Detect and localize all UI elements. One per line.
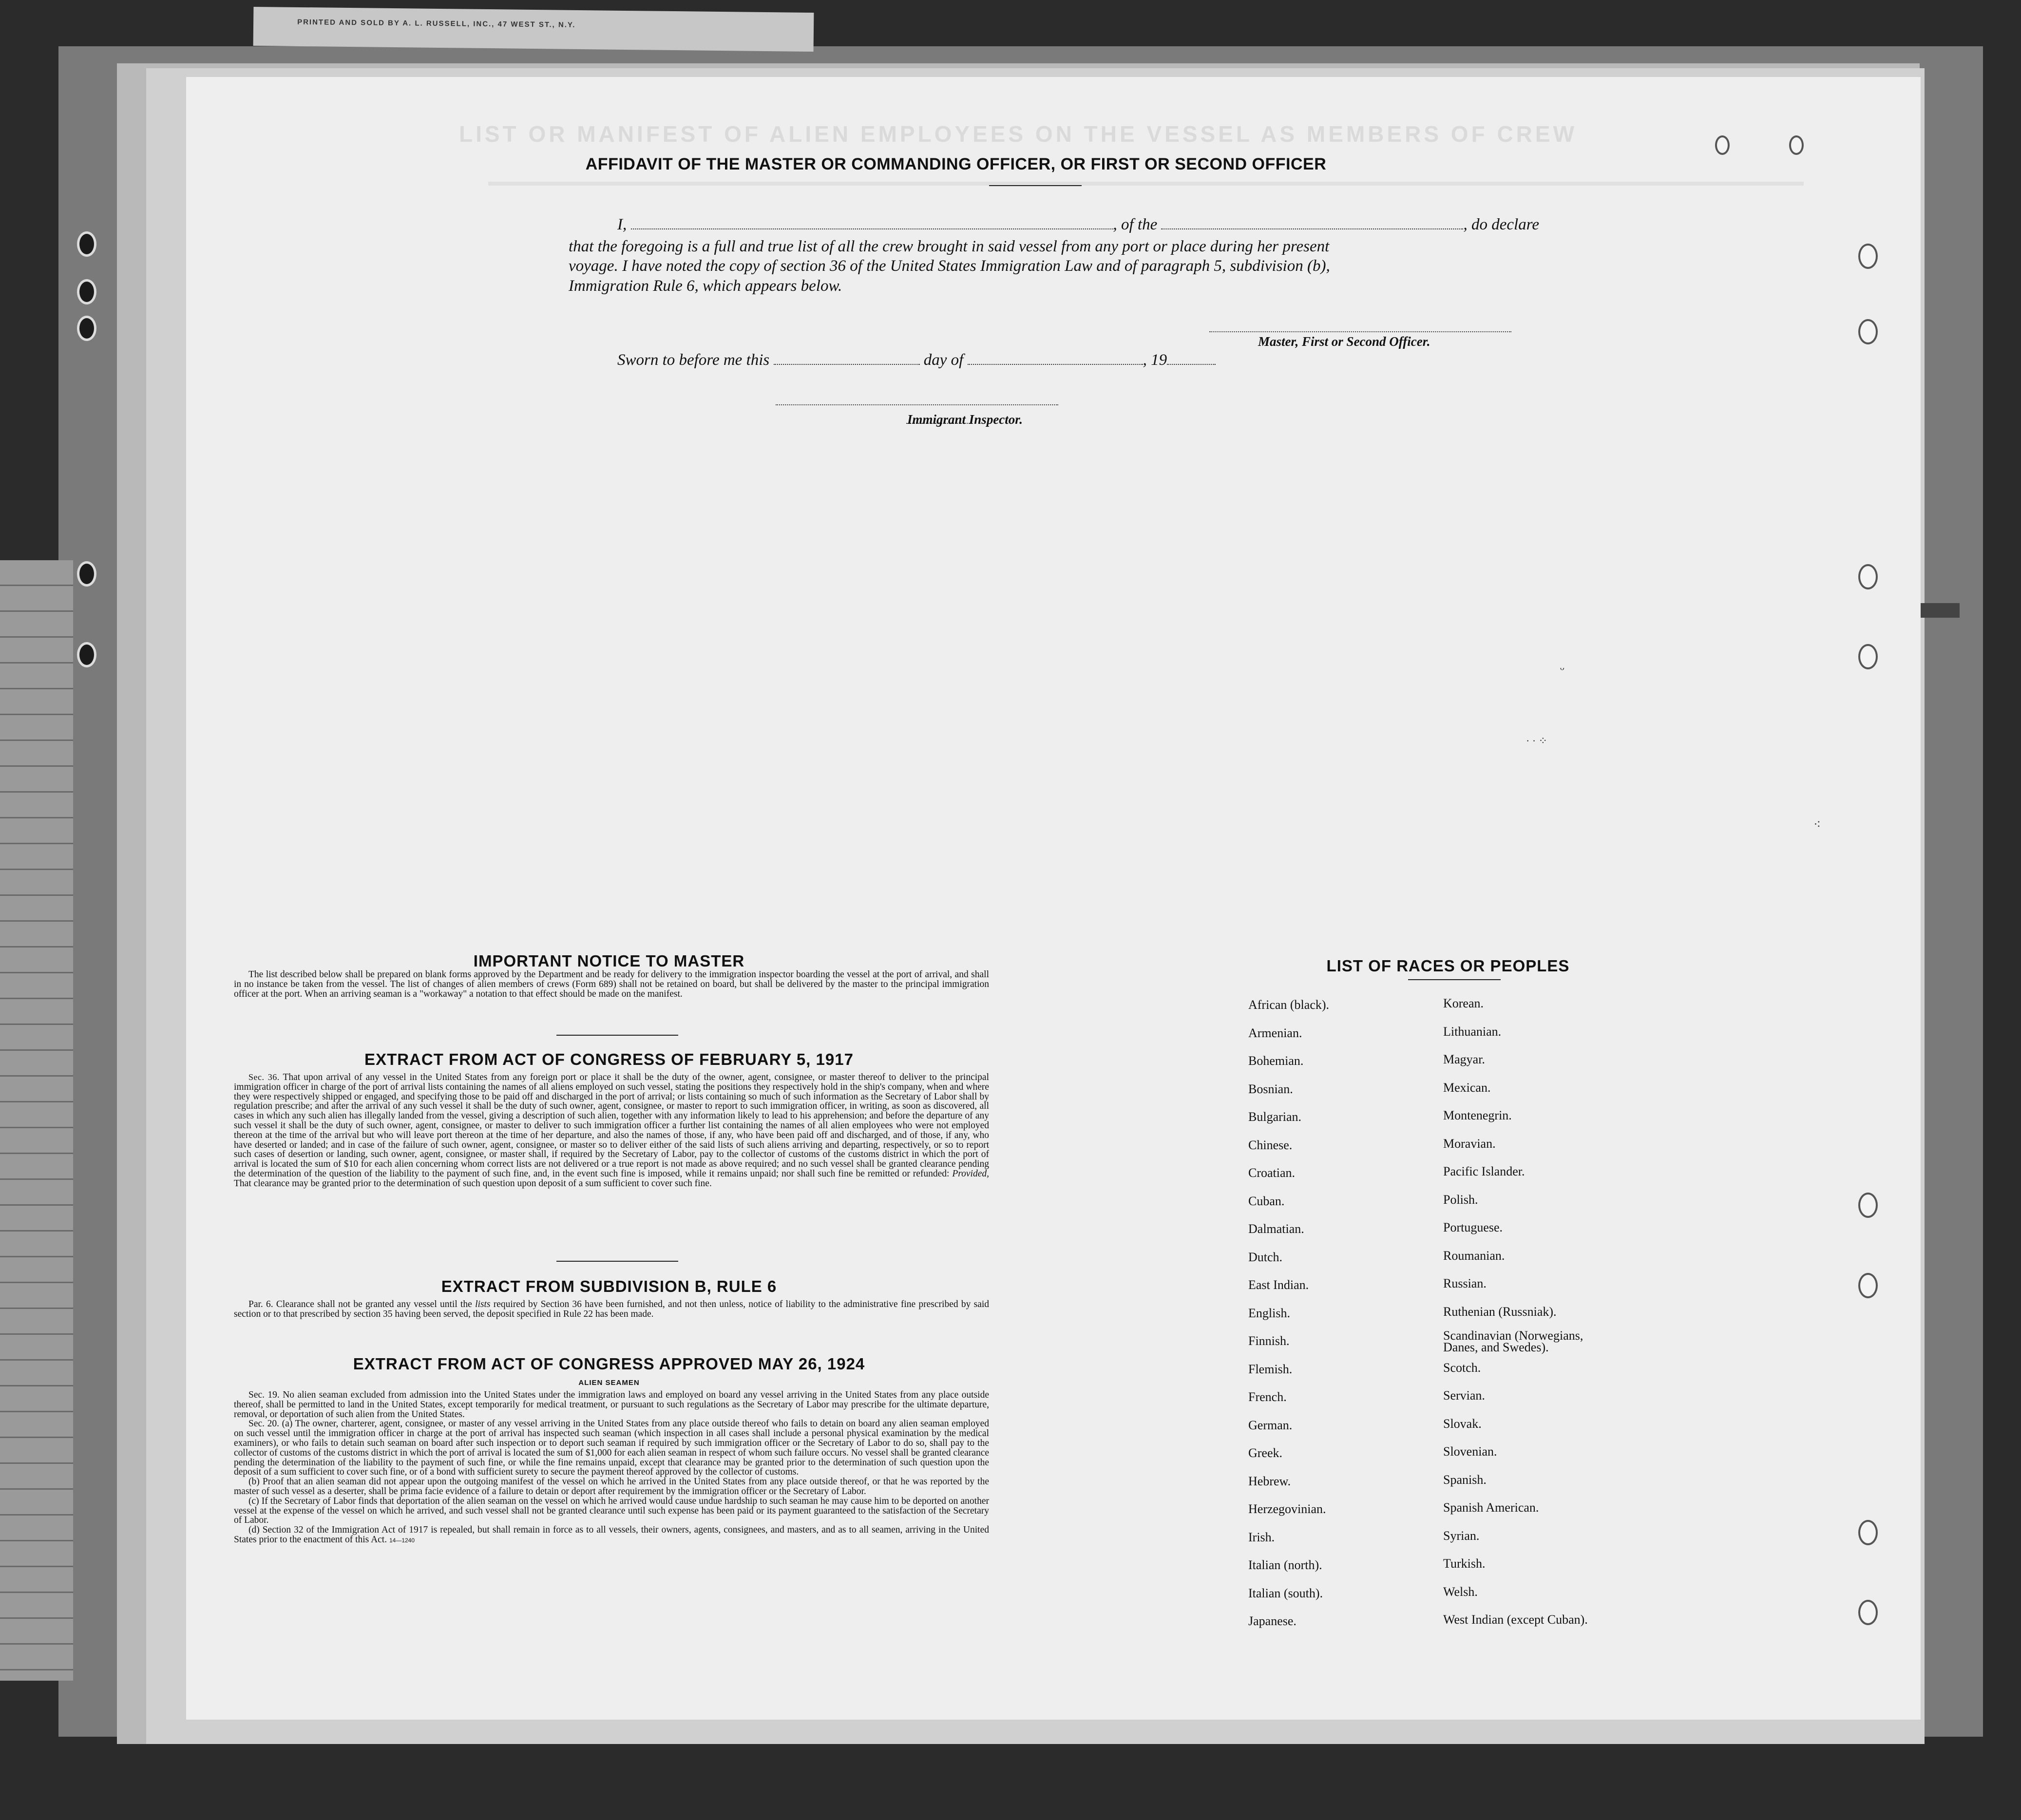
binder-hole-icon: [77, 316, 96, 341]
divider: [1408, 979, 1501, 980]
divider: [556, 1035, 678, 1036]
form-page: [186, 77, 1921, 1720]
section-20d-text: (d) Section 32 of the Immigration Act of 1917 is repealed, but shall remain in force as to all vessels, their owners, agents, consignees, and masters, and as to all seamen, arriving in the United States prior to the enactment of this Act.: [234, 1525, 989, 1545]
section-36-text: That upon arrival of any vessel in the United States from any foreign port or place it shall be the duty of the owner, agent, consignee, or master thereof to deliver to the principal immigration officer in charge of the port of arrival lists containing the names of all aliens employed on such vessel, stating the positions they respectively hold in the ship's company, when and where they were respectively shipped or engaged, and specifying those to be paid off and discharged in the port of arrival; or lists containing so much of such information as the Secretary of Labor shall by regulation prescribe; and after the arrival of any such vessel it shall be the duty of such owner, agent, consignee, or master to report to such immigration officer, in writing, as soon as discovered, all cases in which any such alien has illegally landed from the vessel, giving a description of such alien, together with any information likely to lead to his apprehension; and before the departure of any such vessel it shall be the duty of such owner, agent, consignee, or master to deliver to such immigration officer a further list containing the names of all alien employees who were not employed thereon at the time of the arrival but who will leave port thereon at the time of her departure, and also the names of those, if any, who have been paid off and discharged, and of those, if any, who have deserted or landed; and in case of the failure of such owner, agent, consignee, or master so to deliver either of the said lists of such aliens arriving and departing, respectively, or so to report such cases of desertion or landing, such owner, agent, consignee, or master shall, if required by the Secretary of Labor, pay to the collector of customs of the customs district in which the port of arrival is located the sum of $10 for each alien concerning whom correct lists are not delivered or a true report is not made as above required; and no such vessel shall be granted clearance pending the determination of the question of the liability to the payment of such fine, and, in the event such fine is imposed, while it remains unpaid; nor shall such fine be remitted or refunded:: [234, 1072, 989, 1179]
race-entry: Polish.: [1443, 1192, 1478, 1207]
race-entry: Japanese.: [1248, 1614, 1296, 1628]
section-20c-paragraph: (c) If the Secretary of Labor finds that deportation of the alien seaman on the vessel on which he arrived would cause undue hardship to such seaman he may cause him to be deported on another vessel at the expense of the vessel on which he arrived, and such vessel shall not be granted clearance until such expense has been paid or its payment guaranteed to the satisfaction of the Secretary of Labor.: [234, 1496, 989, 1526]
races-list: [1248, 998, 1687, 1642]
punch-hole-icon: [1858, 1273, 1878, 1298]
punch-hole-icon: [1858, 564, 1878, 589]
rule6-text-b: required by Section 36 have been furnished, and not then unless, notice of liability to the administrative fine prescribed by said section or to that prescribed by section 35 having been served, the deposit specified in Rule 22 has been made.: [234, 1299, 990, 1319]
race-entry: Servian.: [1443, 1388, 1485, 1403]
race-entry: Russian.: [1443, 1276, 1487, 1290]
proviso-label: Provided,: [952, 1168, 989, 1179]
race-entry: Scandinavian (Norwegians, Danes, and Swedes).: [1443, 1328, 1583, 1354]
punch-hole-icon: [1858, 244, 1878, 269]
race-entry: Spanish.: [1443, 1472, 1487, 1487]
ghost-line: [488, 182, 1804, 186]
race-entry: Mexican.: [1443, 1080, 1491, 1095]
race-entry: Spanish American.: [1443, 1500, 1539, 1515]
punch-hole-icon: [1858, 644, 1878, 669]
race-entry: Ruthenian (Russniak).: [1443, 1304, 1557, 1319]
race-row: [1248, 1054, 1687, 1082]
punch-hole-icon: [1858, 1193, 1878, 1218]
race-entry: Flemish.: [1248, 1362, 1293, 1376]
race-entry: Scotch.: [1443, 1360, 1481, 1375]
race-entry: Roumanian.: [1443, 1248, 1505, 1263]
race-entry: Magyar.: [1443, 1052, 1485, 1066]
race-row: [1248, 1026, 1687, 1054]
sworn-year-prefix: , 19: [1143, 351, 1167, 369]
race-entry: Montenegrin.: [1443, 1108, 1512, 1122]
race-entry: African (black).: [1248, 998, 1330, 1012]
sworn-day-of: day of: [923, 351, 964, 369]
race-row: [1248, 998, 1687, 1026]
section-36-label: Sec. 36.: [248, 1072, 280, 1082]
race-entry: French.: [1248, 1390, 1287, 1404]
race-entry: Dalmatian.: [1248, 1222, 1304, 1236]
sworn-month-blank[interactable]: [968, 352, 1143, 365]
race-row: [1248, 1390, 1687, 1418]
printer-imprint: PRINTED AND SOLD BY A. L. RUSSELL, INC., 47 WEST ST., N.Y.: [297, 18, 576, 29]
sworn-text: Sworn to before me this: [617, 351, 770, 369]
speck-mark: ⁖: [1813, 817, 1821, 832]
race-row: [1248, 1194, 1687, 1222]
notice-title: IMPORTANT NOTICE TO MASTER: [473, 952, 745, 970]
extract-rule6-title: EXTRACT FROM SUBDIVISION B, RULE 6: [441, 1277, 777, 1295]
form-number: 14—1240: [389, 1536, 415, 1544]
race-entry: Italian (north).: [1248, 1558, 1322, 1572]
printer-imprint-strip: [253, 7, 814, 52]
race-entry: Turkish.: [1443, 1556, 1486, 1571]
race-row: [1248, 1614, 1687, 1642]
speck-mark: ᵕ: [1560, 662, 1564, 678]
race-row: [1248, 1138, 1687, 1166]
sworn-year-blank[interactable]: [1167, 352, 1216, 365]
ghost-title: LIST OR MANIFEST OF ALIEN EMPLOYEES ON THE VESSEL AS MEMBERS OF CREW: [459, 121, 1577, 147]
divider: [556, 1261, 678, 1262]
races-title: LIST OF RACES OR PEOPLES: [1326, 957, 1570, 975]
race-entry: Lithuanian.: [1443, 1024, 1502, 1039]
inspector-label: Immigrant Inspector.: [907, 412, 1023, 427]
race-row: [1248, 1362, 1687, 1390]
race-entry: Dutch.: [1248, 1250, 1283, 1264]
race-entry: Slovenian.: [1443, 1444, 1497, 1459]
decl-i: I,: [617, 216, 627, 233]
binder-hole-icon: [77, 279, 96, 304]
affidavit-title: AFFIDAVIT OF THE MASTER OR COMMANDING OFFICER, OR FIRST OR SECOND OFFICER: [585, 155, 1327, 173]
section-20d-paragraph: [234, 1525, 989, 1546]
sworn-day-blank[interactable]: [774, 352, 920, 365]
race-entry: Bosnian.: [1248, 1081, 1293, 1096]
extract-rule6-body: [234, 1300, 989, 1319]
binder-hole-icon: [77, 561, 96, 587]
alien-seamen-subtitle: ALIEN SEAMEN: [578, 1379, 640, 1387]
race-row: [1248, 1530, 1687, 1558]
rule6-lists: lists: [475, 1299, 491, 1309]
rule6-text-a: Par. 6. Clearance shall not be granted any vessel until the: [248, 1299, 472, 1309]
section-20a-paragraph: Sec. 20. (a) The owner, charterer, agent, consignee, or master of any vessel arriving in the United States from any place outside thereof who fails to detain on board any alien seaman employed on such vessel until the immigration officer in charge at the port of arrival has inspected such seaman (which inspection in all cases shall include a personal physical examination by the medical examiners), or who fails to detain such seaman on board after such inspection or to deport such seaman if required by such immigration officer or the Secretary of Labor to do so, shall pay to the collector of customs of the customs district in which the port of arrival is located the sum of $1,000 for each alien seaman in respect of whom such failure occurs. No vessel shall be granted clearance pending the determination of the liability to the payment of such fine, or while the fine remains unpaid, except that clearance may be granted prior to the determination of such question upon the deposit of a sum sufficient to cover such fine, or of a bond with sufficient surety to secure the payment thereof approved by the collector of customs.: [234, 1419, 989, 1478]
binder-hole-icon: [77, 231, 96, 257]
extract-1917-title: EXTRACT FROM ACT OF CONGRESS OF FEBRUARY 5, 1917: [364, 1050, 854, 1068]
divider: [989, 185, 1082, 186]
race-row: [1248, 1278, 1687, 1306]
race-entry: Korean.: [1443, 996, 1484, 1010]
notice-paragraph: The list described below shall be prepared on blank forms approved by the Department and be ready for delivery to the immigration inspector boarding the vessel at the port of arrival, and shall in no instance be taken from the vessel. The list of changes of alien members of crews (Form 689) shall not be retained on board, but shall be delivered by the master to the principal immigration officer at the port. When an arriving seaman is a "workaway" a notation to that effect should be made on the manifest.: [234, 969, 989, 999]
punch-hole-icon: [1858, 1600, 1878, 1625]
declaration-line-3: voyage. I have noted the copy of section 36 of the United States Immigration Law and of paragraph 5, subdivision (b),: [569, 257, 1330, 275]
race-entry: Herzegovinian.: [1248, 1502, 1326, 1516]
race-row: [1248, 1110, 1687, 1138]
race-entry: Croatian.: [1248, 1166, 1296, 1180]
race-row: [1248, 1328, 1687, 1362]
master-signature-label: Master, First or Second Officer.: [1258, 334, 1430, 349]
decl-do-declare: , do declare: [1463, 216, 1539, 233]
race-row: [1248, 1166, 1687, 1194]
punch-hole-icon: [1858, 319, 1878, 344]
binder-hole-icon: [77, 642, 96, 667]
race-entry: English.: [1248, 1306, 1290, 1320]
declaration-line-1: [617, 214, 1539, 235]
race-entry: Greek.: [1248, 1446, 1283, 1460]
race-row: [1248, 1502, 1687, 1530]
race-row: [1248, 1250, 1687, 1278]
race-entry: Welsh.: [1443, 1584, 1478, 1599]
race-row: [1248, 1474, 1687, 1502]
punch-hole-icon: [1715, 135, 1730, 155]
race-entry: Chinese.: [1248, 1138, 1293, 1152]
race-entry: Portuguese.: [1443, 1220, 1503, 1234]
race-entry: Irish.: [1248, 1530, 1275, 1544]
race-entry: Cuban.: [1248, 1194, 1285, 1208]
race-row: [1248, 1586, 1687, 1614]
race-entry: Italian (south).: [1248, 1586, 1323, 1600]
extract-1917-body: [234, 1073, 989, 1189]
tape-mark: [1921, 603, 1960, 618]
punch-hole-icon: [1789, 135, 1804, 155]
name-blank[interactable]: [631, 217, 1113, 229]
race-entry: Slovak.: [1443, 1416, 1482, 1431]
punch-hole-icon: [1858, 1520, 1878, 1545]
race-entry: West Indian (except Cuban).: [1443, 1612, 1588, 1627]
section-36-paragraph: [234, 1073, 989, 1189]
race-entry: Moravian.: [1443, 1136, 1496, 1151]
speck-mark: · · ⁘: [1526, 735, 1548, 747]
race-row: [1248, 1446, 1687, 1474]
race-row: [1248, 1558, 1687, 1586]
inspector-signature-blank[interactable]: [776, 404, 1058, 406]
section-20b-paragraph: (b) Proof that an alien seaman did not appear upon the outgoing manifest of the vessel on which he arrived in the United States from any place outside thereof, or that he was reported by the master of such vessel as a deserter, shall be prima facie evidence of a failure to detain or deport after requirement by the immigration officer or the Secretary of Labor.: [234, 1477, 989, 1497]
notice-body: [234, 970, 989, 999]
ruled-sheet-edge: [0, 560, 73, 1681]
race-entry: Syrian.: [1443, 1528, 1480, 1543]
vessel-blank[interactable]: [1161, 217, 1463, 229]
proviso-text: That clearance may be granted prior to the determination of such question upon deposit of a sum sufficient to cover such fine.: [234, 1178, 712, 1189]
race-row: [1248, 1222, 1687, 1250]
section-19-paragraph: Sec. 19. No alien seaman excluded from admission into the United States under the immigration laws and employed on board any vessel arriving in the United States from any place outside thereof, shall be permitted to land in the United States, except temporarily for medical treatment, or pursuant to such regulations as the Secretary of Labor may prescribe for the ultimate departure, removal, or deportation of such alien from the United States.: [234, 1390, 989, 1420]
race-entry: Armenian.: [1248, 1025, 1302, 1040]
extract-1924-body: [234, 1390, 989, 1546]
master-signature-blank[interactable]: [1209, 331, 1511, 333]
race-entry: Bohemian.: [1248, 1054, 1304, 1068]
race-entry: German.: [1248, 1418, 1293, 1432]
race-row: [1248, 1082, 1687, 1110]
race-row: [1248, 1418, 1687, 1446]
race-entry: Hebrew.: [1248, 1474, 1291, 1488]
race-entry: Finnish.: [1248, 1334, 1290, 1348]
rule6-paragraph: [234, 1300, 989, 1319]
race-entry: Pacific Islander.: [1443, 1164, 1525, 1178]
declaration-line-4: Immigration Rule 6, which appears below.: [569, 277, 842, 295]
race-entry: East Indian.: [1248, 1278, 1309, 1292]
race-entry: Bulgarian.: [1248, 1110, 1302, 1124]
declaration-line-2: that the foregoing is a full and true list of all the crew brought in said vessel from any port or place during her present: [569, 238, 1330, 255]
decl-of-the: , of the: [1113, 216, 1158, 233]
sworn-line: [617, 350, 1216, 370]
extract-1924-title: EXTRACT FROM ACT OF CONGRESS APPROVED MAY 26, 1924: [353, 1355, 865, 1373]
